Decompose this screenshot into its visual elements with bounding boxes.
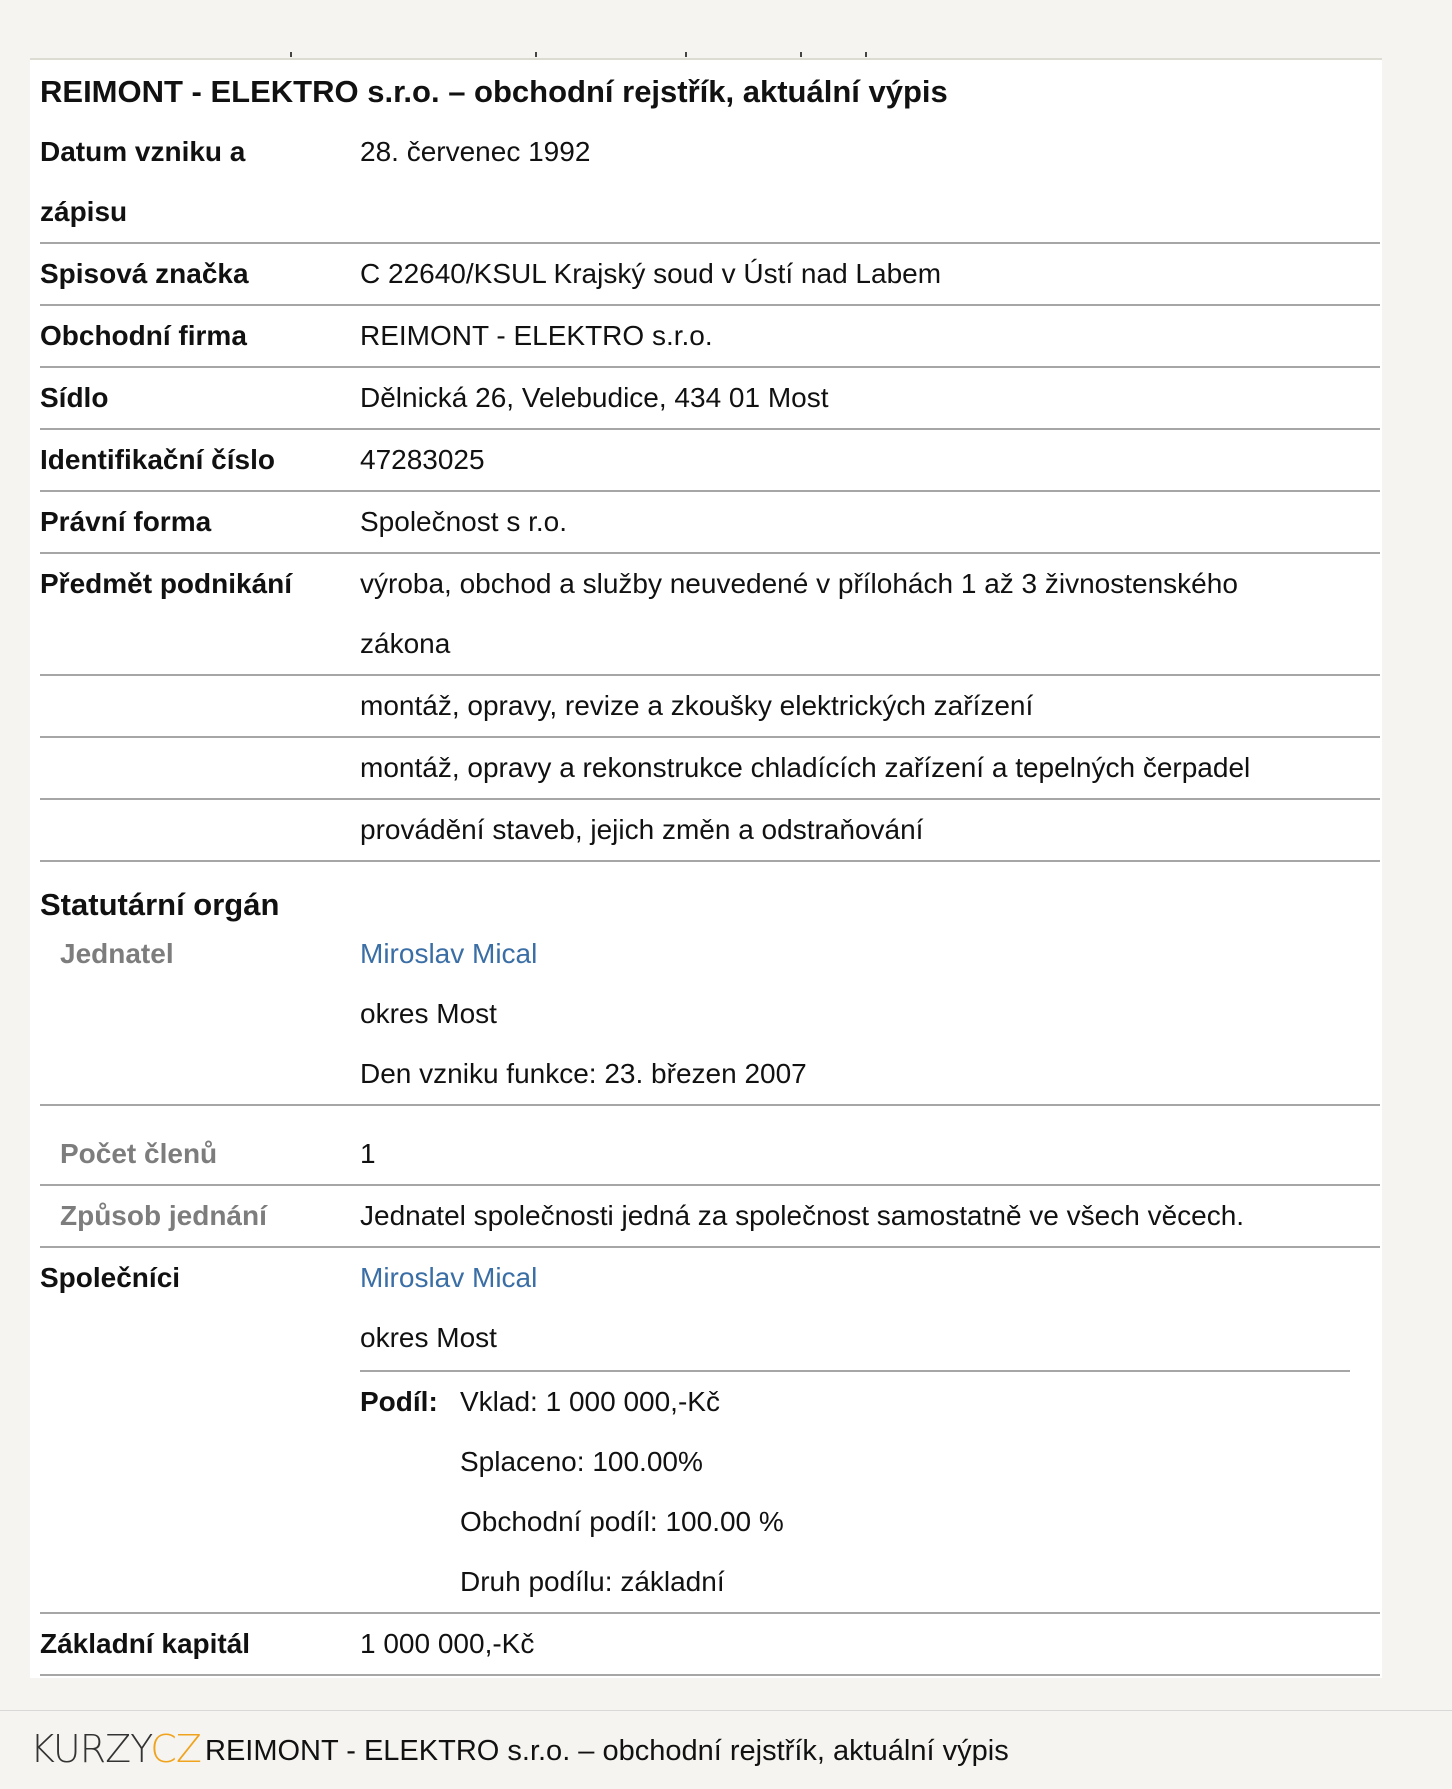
podil-block bbox=[360, 1370, 1350, 1612]
label-spisova-znacka: Spisová značka bbox=[40, 258, 249, 289]
row-zpusob-jednani bbox=[40, 1186, 1380, 1248]
value-jednatel bbox=[360, 924, 1380, 1104]
label-obchodni-firma: Obchodní firma bbox=[40, 320, 247, 351]
value-pocet-clenu: 1 bbox=[360, 1138, 376, 1169]
logo-cz: CZ bbox=[150, 1727, 201, 1771]
podil-vklad: Vklad: 1 000 000,-Kč bbox=[460, 1386, 720, 1417]
label-line: Datum vzniku a bbox=[40, 136, 246, 167]
label-sidlo: Sídlo bbox=[40, 382, 109, 413]
value-spisova-znacka: C 22640/KSUL Krajský soud v Ústí nad Labem bbox=[360, 258, 942, 289]
podil-druh: Druh podílu: základní bbox=[460, 1566, 725, 1597]
label-pocet-clenu: Počet členů bbox=[60, 1138, 218, 1169]
value-predmet-item: montáž, opravy, revize a zkoušky elektrických zařízení bbox=[360, 690, 1034, 721]
registry-extract bbox=[40, 62, 1380, 1676]
row-pravni-forma bbox=[40, 492, 1380, 554]
footer-bar bbox=[0, 1710, 1452, 1789]
predmet-line: výroba, obchod a služby neuvedené v přílohách 1 až 3 živnostenského bbox=[360, 568, 1238, 599]
label-zakladni-kapital: Základní kapitál bbox=[40, 1628, 251, 1659]
spolecnik-okres: okres Most bbox=[360, 1322, 497, 1353]
row-obchodni-firma bbox=[40, 306, 1380, 368]
spolecnik-name-link[interactable]: Miroslav Mical bbox=[360, 1262, 538, 1293]
value-pravni-forma: Společnost s r.o. bbox=[360, 506, 568, 537]
value-spolecnici bbox=[360, 1248, 1380, 1612]
page-title: REIMONT - ELEKTRO s.r.o. – obchodní rejstřík, aktuální výpis bbox=[40, 74, 948, 109]
label-datum-vzniku bbox=[40, 122, 360, 242]
row-predmet-item bbox=[40, 800, 1380, 862]
cut-off-glyph bbox=[865, 52, 867, 57]
jednatel-den-vzniku: Den vzniku funkce: 23. březen 2007 bbox=[360, 1058, 807, 1089]
empty-label bbox=[40, 676, 360, 736]
row-predmet-item bbox=[40, 676, 1380, 738]
row-sidlo bbox=[40, 368, 1380, 430]
section-heading-statutarni: Statutární orgán bbox=[40, 887, 280, 922]
label-ico: Identifikační číslo bbox=[40, 444, 275, 475]
jednatel-name-link[interactable]: Miroslav Mical bbox=[360, 938, 538, 969]
row-predmet-podnikani bbox=[40, 554, 1380, 676]
label-zpusob-jednani: Způsob jednání bbox=[60, 1200, 267, 1231]
value-ico: 47283025 bbox=[360, 444, 485, 475]
value-obchodni-firma: REIMONT - ELEKTRO s.r.o. bbox=[360, 320, 713, 351]
label-line: zápisu bbox=[40, 196, 128, 227]
row-datum-vzniku bbox=[40, 122, 1380, 244]
podil-label: Podíl: bbox=[360, 1386, 438, 1417]
row-spisova-znacka bbox=[40, 244, 1380, 306]
logo-kurzy: KURZY bbox=[30, 1727, 151, 1771]
jednatel-okres: okres Most bbox=[360, 998, 497, 1029]
value-predmet-item: provádění staveb, jejich změn a odstraňování bbox=[360, 814, 924, 845]
cut-off-glyph bbox=[800, 52, 802, 57]
footer-title: REIMONT - ELEKTRO s.r.o. – obchodní rejstřík, aktuální výpis bbox=[205, 1735, 1009, 1767]
row-ico bbox=[40, 430, 1380, 492]
row-zakladni-kapital bbox=[40, 1614, 1380, 1676]
empty-label bbox=[40, 800, 360, 860]
label-jednatel: Jednatel bbox=[60, 938, 174, 969]
value-predmet-item bbox=[360, 554, 1380, 674]
podil-obchodni: Obchodní podíl: 100.00 % bbox=[460, 1506, 784, 1537]
label-pravni-forma: Právní forma bbox=[40, 506, 212, 537]
value-zpusob-jednani: Jednatel společnosti jedná za společnost samostatně ve všech věcech. bbox=[360, 1200, 1245, 1231]
value-datum-vzniku: 28. červenec 1992 bbox=[360, 136, 591, 167]
value-sidlo: Dělnická 26, Velebudice, 434 01 Most bbox=[360, 382, 829, 413]
value-predmet-item: montáž, opravy a rekonstrukce chladících zařízení a tepelných čerpadel bbox=[360, 752, 1251, 783]
kurzy-logo[interactable] bbox=[30, 1727, 201, 1771]
row-predmet-item bbox=[40, 738, 1380, 800]
label-spolecnici: Společníci bbox=[40, 1262, 181, 1293]
cut-off-glyph bbox=[535, 52, 537, 57]
cut-off-glyph bbox=[290, 52, 292, 57]
podil-values bbox=[460, 1372, 784, 1612]
row-spolecnici bbox=[40, 1248, 1380, 1614]
empty-label bbox=[40, 738, 360, 798]
row-pocet-clenu bbox=[40, 1106, 1380, 1186]
podil-splaceno: Splaceno: 100.00% bbox=[460, 1446, 703, 1477]
cut-off-glyph bbox=[685, 52, 687, 57]
predmet-line: zákona bbox=[360, 628, 451, 659]
row-jednatel bbox=[40, 924, 1380, 1106]
label-predmet-podnikani: Předmět podnikání bbox=[40, 568, 293, 599]
value-zakladni-kapital: 1 000 000,-Kč bbox=[360, 1628, 535, 1659]
